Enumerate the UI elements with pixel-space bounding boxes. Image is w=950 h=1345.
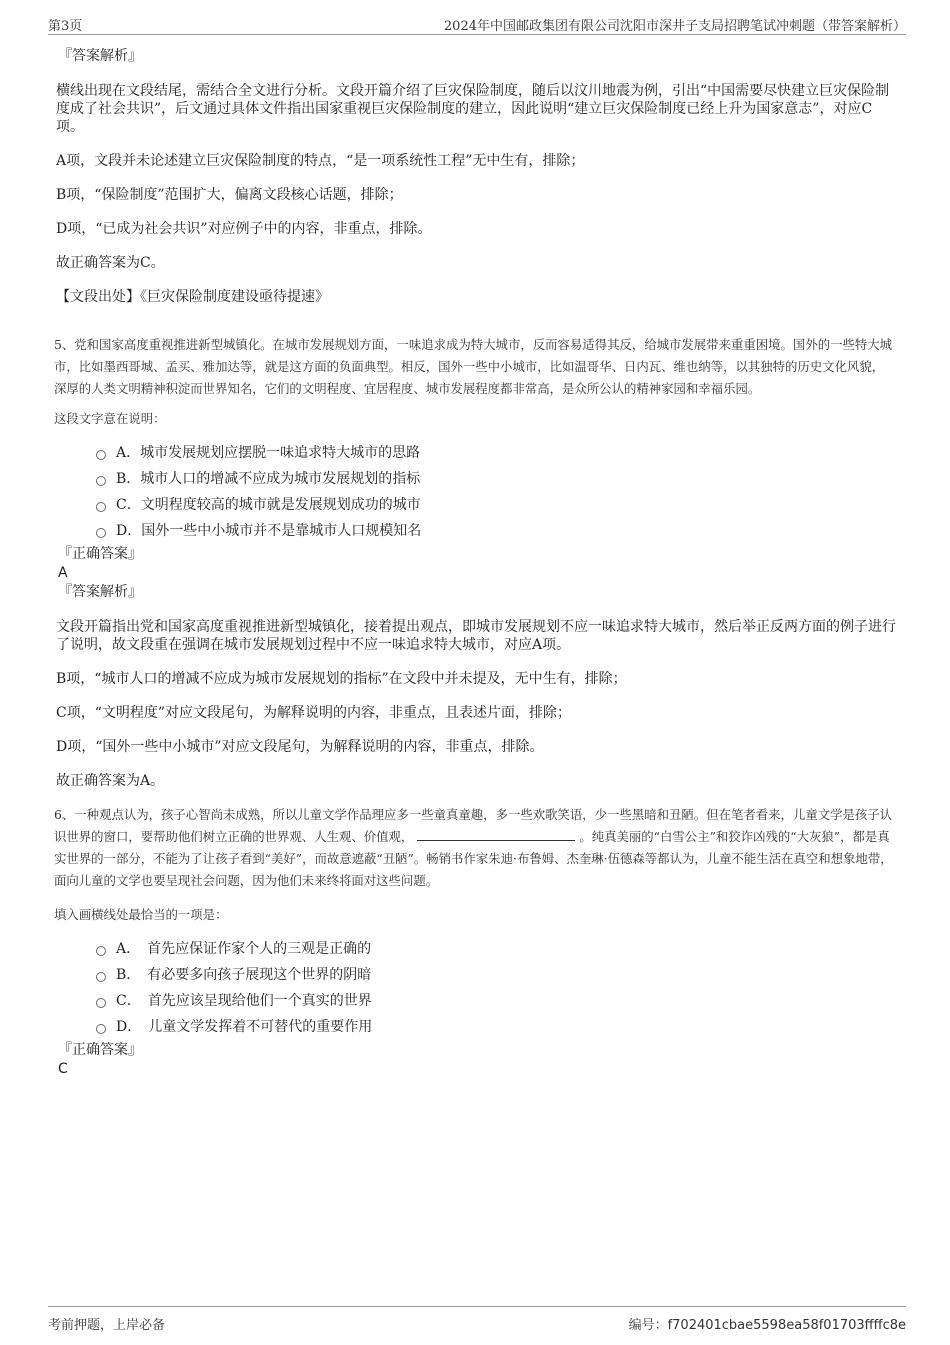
radio-button-icon[interactable] <box>96 998 106 1008</box>
option-label: A．城市发展规划应摆脱一味追求特大城市的思路 <box>116 445 421 461</box>
q6-prompt: 填入画横线处最恰当的一项是： <box>54 907 228 922</box>
option-label: B．城市人口的增减不应成为城市发展规划的指标 <box>116 471 421 487</box>
q5-option-d[interactable] <box>96 518 896 544</box>
q5-option-c[interactable] <box>96 492 896 518</box>
document-title: 2024年中国邮政集团有限公司沈阳市深井子支局招聘笔试冲刺题（带答案解析） <box>443 19 906 34</box>
radio-button-icon[interactable] <box>96 476 106 486</box>
document-id-label: 编号： <box>628 1318 668 1333</box>
q6-correct-label: 『正确答案』 <box>58 1042 142 1058</box>
radio-button-icon[interactable] <box>96 972 106 982</box>
page-header <box>48 12 906 35</box>
q6-option-a[interactable] <box>96 936 896 962</box>
q4-analysis-label: 『答案解析』 <box>58 48 142 64</box>
q4-analysis-paragraph: 横线出现在文段结尾，需结合全文进行分析。文段开篇介绍了巨灾保险制度，随后以汶川地震为例，引出“中国需要尽快建立巨灾保险制度成了社会共识”，后文通过具体文件指出国家重视巨灾保险制度的建立，因此说明“建立巨灾保险制度已经上升为国家意志”，对应C项。 <box>56 83 890 135</box>
q5-option-b[interactable] <box>96 466 896 492</box>
q6-stem-after-blank: 。纯真美丽的“白雪公主”和狡诈凶残的“大灰狼”，都是真实世界的一部分，不能为了让孩子看到“美好”，而故意遮蔽“丑陋”。畅销书作家朱迪·布鲁姆、杰奎琳·伍德森等都认为，儿童不能生活在真空和想象地带，面向儿童的文学也要呈现社会问题，因为他们未来终将面对这些问题。 <box>54 829 893 888</box>
q5-stem: 5、党和国家高度重视推进新型城镇化。在城市发展规划方面，一味追求成为特大城市，反而容易适得其反，给城市发展带来重重困境。国外的一些特大城市，比如墨西哥城、孟买、雅加达等，就是这方面的负面典型。相反，国外一些中小城市，比如温哥华、日内瓦、维也纳等，以其独特的历史文化风貌，深厚的人类文明精神积淀而世界知名，它们的文明程度、宜居程度、城市发展程度都非常高，是众所公认的精神家园和幸福乐园。 <box>54 337 893 396</box>
q5-analysis-paragraph: 文段开篇指出党和国家高度重视推进新型城镇化，接着提出观点，即城市发展规划不应一味追求特大城市，然后举正反两方面的例子进行了说明，故文段重在强调在城市发展规划过程中不应一味追求特大城市，对应A项。 <box>56 619 896 653</box>
page-number: 第3页 <box>48 19 83 34</box>
page-footer <box>48 1306 906 1331</box>
q4-source-title: 《巨灾保险制度建设亟待提速》 <box>140 289 329 305</box>
q4-source <box>56 288 896 306</box>
option-label: A． 首先应保证作家个人的三观是正确的 <box>116 941 372 957</box>
q4-analysis-paragraph: B项，“保险制度”范围扩大，偏离文段核心话题，排除； <box>56 187 403 203</box>
radio-button-icon[interactable] <box>96 1024 106 1034</box>
q5-option-a[interactable] <box>96 440 896 466</box>
option-label: D．国外一些中小城市并不是靠城市人口规模知名 <box>116 523 422 539</box>
q4-analysis-paragraph: D项，“已成为社会共识”对应例子中的内容，非重点，排除。 <box>56 221 432 237</box>
footer-slogan: 考前押题，上岸必备 <box>48 1318 166 1333</box>
q5-analysis-label: 『答案解析』 <box>58 584 142 600</box>
q6-options <box>96 936 896 1040</box>
q5-correct-value: A <box>58 565 68 581</box>
q6-correct-value: C <box>58 1061 68 1077</box>
q5-prompt: 这段文字意在说明： <box>54 411 166 426</box>
option-label: C． 首先应该呈现给他们一个真实的世界 <box>116 993 372 1009</box>
q6-stem-before-blank: 6、一种观点认为，孩子心智尚未成熟，所以儿童文学作品理应多一些童真童趣，多一些欢歌笑语，少一些黑暗和丑陋。但在笔者看来，儿童文学是孩子认识世界的窗口，要帮助他们树立正确的世界观、人生观、价值观， <box>54 807 893 844</box>
q5-analysis-paragraph: 故正确答案为A。 <box>56 773 165 789</box>
radio-button-icon[interactable] <box>96 528 106 538</box>
q6-option-b[interactable] <box>96 962 896 988</box>
option-label: B． 有必要多向孩子展现这个世界的阴暗 <box>116 967 372 983</box>
q6-option-d[interactable] <box>96 1014 896 1040</box>
option-label: C．文明程度较高的城市就是发展规划成功的城市 <box>116 497 421 513</box>
option-label: D． 儿童文学发挥着不可替代的重要作用 <box>116 1019 373 1035</box>
q5-analysis-paragraph: C项，“文明程度”对应文段尾句，为解释说明的内容，非重点，且表述片面，排除； <box>56 705 572 721</box>
q6-option-c[interactable] <box>96 988 896 1014</box>
q4-analysis-paragraph: 故正确答案为C。 <box>56 255 165 271</box>
document-id <box>629 1314 906 1333</box>
q5-options <box>96 440 896 544</box>
page-content <box>56 44 896 1078</box>
fill-in-blank <box>417 828 575 841</box>
q5-correct-label: 『正确答案』 <box>58 546 142 562</box>
q6-stem <box>54 804 896 892</box>
q4-analysis-paragraph: A项，文段并未论述建立巨灾保险制度的特点，“是一项系统性工程”无中生有，排除； <box>56 153 585 169</box>
q5-analysis-paragraph: D项，“国外一些中小城市”对应文段尾句，为解释说明的内容，非重点，排除。 <box>56 739 544 755</box>
q5-analysis-paragraph: B项，“城市人口的增减不应成为城市发展规划的指标”在文段中并未提及，无中生有，排除； <box>56 671 627 687</box>
radio-button-icon[interactable] <box>96 502 106 512</box>
radio-button-icon[interactable] <box>96 946 106 956</box>
document-id-value: f702401cbae5598ea58f01703ffffc8e <box>667 1318 906 1333</box>
q4-source-label: 【文段出处】 <box>56 289 140 305</box>
radio-button-icon[interactable] <box>96 450 106 460</box>
